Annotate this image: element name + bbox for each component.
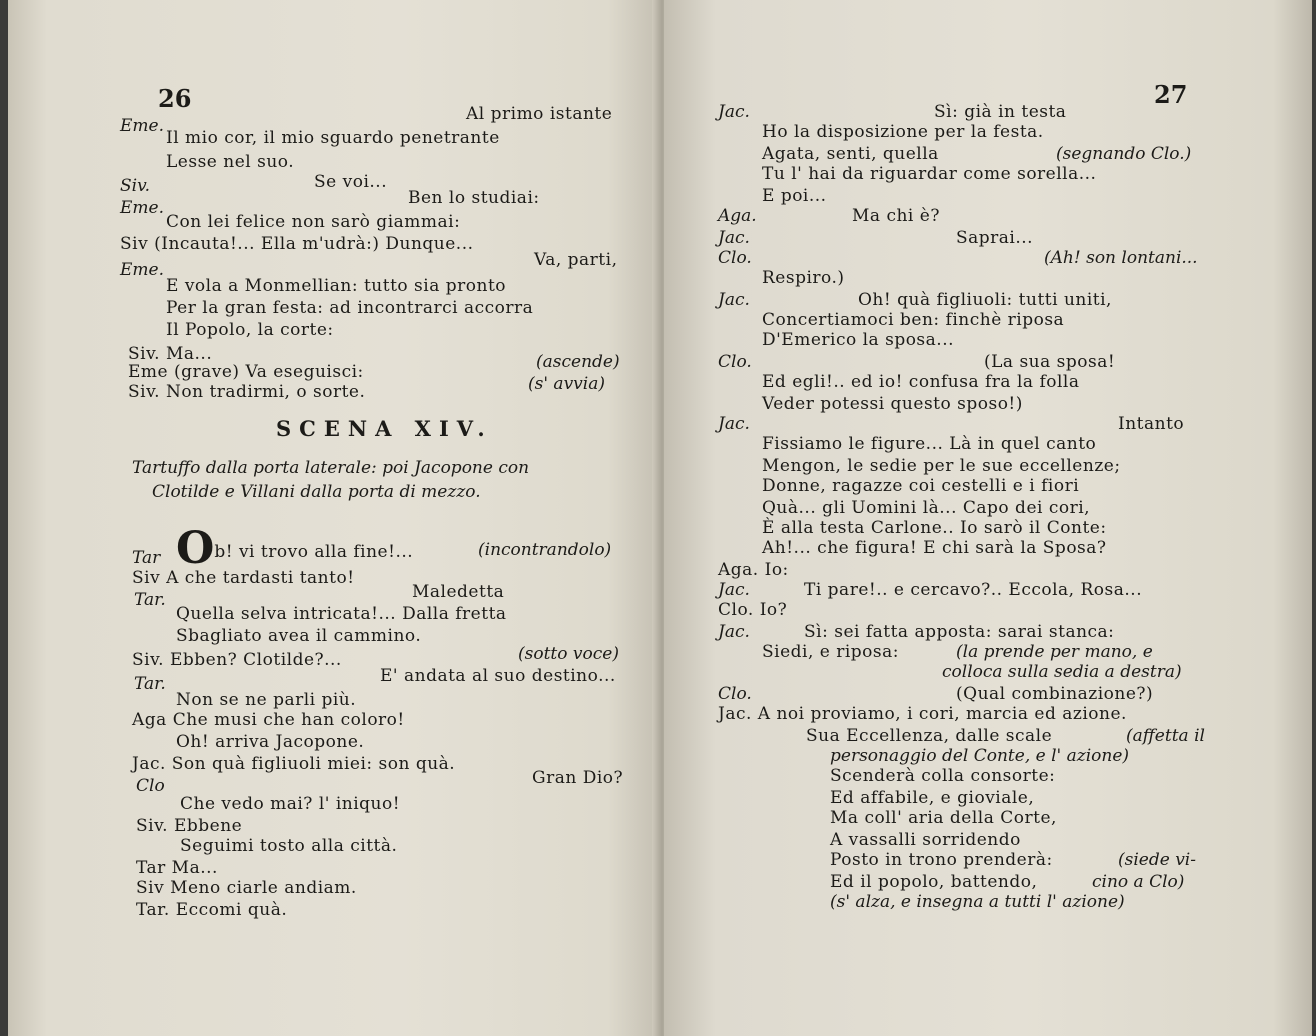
stage-direction: (s' alza, e insegna a tutti l' azione) xyxy=(830,892,1125,912)
text-line: Oh! arriva Jacopone. xyxy=(176,732,365,752)
text-line: Eme (grave) Va eseguisci: xyxy=(128,362,364,382)
scene-title: SCENA XIV. xyxy=(276,416,493,441)
text-line: Siv. Ebben? Clotilde?... xyxy=(132,650,342,670)
right-page xyxy=(664,0,1312,1036)
text-line: Se voi... xyxy=(314,172,388,192)
stage-direction: (s' avvia) xyxy=(528,374,605,394)
speaker-label: Clo. xyxy=(718,352,752,372)
text-line: Oh! quà figliuoli: tutti uniti, xyxy=(858,290,1112,310)
speaker-label: Tar. xyxy=(134,674,166,694)
text-line: Quà... gli Uomini là... Capo dei cori, xyxy=(762,498,1091,518)
page-number: 27 xyxy=(1154,80,1188,109)
text-line: Va, parti, xyxy=(534,250,618,270)
stage-direction: cino a Clo) xyxy=(1092,872,1185,892)
text-line: Ma chi è? xyxy=(852,206,940,226)
text-line: Siv (Incauta!... Ella m'udrà:) Dunque... xyxy=(120,234,474,254)
text-line: Il Popolo, la corte: xyxy=(166,320,334,340)
text-line: Sì: già in testa xyxy=(934,102,1067,122)
text-line: Non se ne parli più. xyxy=(176,690,357,710)
text-line: Clo. Io? xyxy=(718,600,788,620)
text-line: Siv. Ebbene xyxy=(136,816,243,836)
text-line: Tu l' hai da riguardar come sorella... xyxy=(762,164,1097,184)
text-line: E vola a Monmellian: tutto sia pronto xyxy=(166,276,507,296)
text-line: Per la gran festa: ad incontrarci accorra xyxy=(166,298,534,318)
speaker-label: Jac. xyxy=(718,414,750,434)
text-line: Scenderà colla consorte: xyxy=(830,766,1056,786)
speaker-label: Jac. xyxy=(718,290,750,310)
text-line: Ti pare!.. e cercavo?.. Eccola, Rosa... xyxy=(804,580,1143,600)
text-line: Al primo istante xyxy=(466,104,613,124)
stage-direction: (siede vi- xyxy=(1118,850,1196,870)
speaker-label: Eme. xyxy=(120,116,164,136)
text-line: Concertiamoci ben: finchè riposa xyxy=(762,310,1065,330)
text-line: Ed affabile, e gioviale, xyxy=(830,788,1035,808)
speaker-label: Aga. xyxy=(718,206,757,226)
page-number: 26 xyxy=(158,84,192,113)
stage-direction: (sotto voce) xyxy=(518,644,619,664)
text-line: Ah!... che figura! E chi sarà la Sposa? xyxy=(762,538,1107,558)
speaker-label: Jac. xyxy=(718,622,750,642)
stage-direction: (affetta il xyxy=(1126,726,1205,746)
speaker-label: Clo. xyxy=(718,248,752,268)
text-line: Veder potessi questo sposo!) xyxy=(762,394,1023,414)
text-line: Con lei felice non sarò giammai: xyxy=(166,212,461,232)
drop-cap: Ob! vi trovo alla fine!... xyxy=(176,523,414,574)
speaker-label: Jac. xyxy=(718,102,750,122)
text-line: Tar Ma... xyxy=(136,858,218,878)
text-line: D'Emerico la sposa... xyxy=(762,330,955,350)
text-line: Siv. Ma... xyxy=(128,344,213,364)
text-line: Ho la disposizione per la festa. xyxy=(762,122,1044,142)
stage-direction: Tartuffo dalla porta laterale: poi Jacopone con xyxy=(132,458,530,478)
stage-direction: Clotilde e Villani dalla porta di mezzo. xyxy=(152,482,481,502)
speaker-label: Clo. xyxy=(718,684,752,704)
stage-direction: (la prende per mano, e xyxy=(956,642,1153,662)
speaker-label: Eme. xyxy=(120,198,164,218)
speaker-label: Tar xyxy=(132,548,161,568)
text-line: Che vedo mai? l' iniquo! xyxy=(180,794,401,814)
text-line: Mengon, le sedie per le sue eccellenze; xyxy=(762,456,1121,476)
text-line: Maledetta xyxy=(412,582,505,602)
text-line: Sua Eccellenza, dalle scale xyxy=(806,726,1053,746)
text-line: Posto in trono prenderà: xyxy=(830,850,1053,870)
speaker-label: Jac. xyxy=(718,580,750,600)
text-line: Ed egli!.. ed io! confusa fra la folla xyxy=(762,372,1080,392)
stage-direction: colloca sulla sedia a destra) xyxy=(942,662,1182,682)
stage-direction: (ascende) xyxy=(536,352,620,372)
speaker-label: Eme. xyxy=(120,260,164,280)
speaker-label: Jac. xyxy=(718,228,750,248)
text-line: Siv. Non tradirmi, o sorte. xyxy=(128,382,366,402)
text-line: Seguimi tosto alla città. xyxy=(180,836,398,856)
text-line: Jac. Son quà figliuoli miei: son quà. xyxy=(132,754,456,774)
text-line: È alla testa Carlone.. Io sarò il Conte: xyxy=(762,518,1107,538)
text-line: Siedi, e riposa: xyxy=(762,642,900,662)
text-line: Aga. Io: xyxy=(718,560,789,580)
stage-direction: (incontrandolo) xyxy=(478,540,612,560)
text-line: Donne, ragazze coi cestelli e i fiori xyxy=(762,476,1080,496)
text-line: Tar. Eccomi quà. xyxy=(136,900,288,920)
text-line: b! vi trovo alla fine!... xyxy=(214,542,414,562)
text-line: Aga Che musi che han coloro! xyxy=(132,710,405,730)
stage-direction: (segnando Clo.) xyxy=(1056,144,1192,164)
speaker-label: Clo xyxy=(136,776,165,796)
text-line: A vassalli sorridendo xyxy=(830,830,1021,850)
text-line: Respiro.) xyxy=(762,268,845,288)
stage-direction: personaggio del Conte, e l' azione) xyxy=(830,746,1130,766)
left-page xyxy=(8,0,660,1036)
text-line: Gran Dio? xyxy=(532,768,624,788)
text-line: Sbagliato avea il cammino. xyxy=(176,626,422,646)
text-line: Intanto xyxy=(1118,414,1185,434)
text-line: Ed il popolo, battendo, xyxy=(830,872,1038,892)
text-line: Lesse nel suo. xyxy=(166,152,295,172)
text-line: Saprai... xyxy=(956,228,1034,248)
text-line: Siv Meno ciarle andiam. xyxy=(136,878,357,898)
text-line: (La sua sposa! xyxy=(984,352,1116,372)
text-line: Agata, senti, quella xyxy=(762,144,939,164)
text-line: Fissiamo le figure... Là in quel canto xyxy=(762,434,1097,454)
stage-direction: (Ah! son lontani... xyxy=(1044,248,1198,268)
text-line: Ben lo studiai: xyxy=(408,188,540,208)
text-line: Il mio cor, il mio sguardo penetrante xyxy=(166,128,500,148)
text-line: Siv A che tardasti tanto! xyxy=(132,568,355,588)
text-line: (Qual combinazione?) xyxy=(956,684,1154,704)
text-line: E poi... xyxy=(762,186,827,206)
text-line: Quella selva intricata!... Dalla fretta xyxy=(176,604,507,624)
text-line: E' andata al suo destino... xyxy=(380,666,616,686)
speaker-label: Siv. xyxy=(120,176,151,196)
text-line: Sì: sei fatta apposta: sarai stanca: xyxy=(804,622,1115,642)
text-line: Jac. A noi proviamo, i cori, marcia ed azione. xyxy=(718,704,1127,724)
text-line: Ma coll' aria della Corte, xyxy=(830,808,1057,828)
speaker-label: Tar. xyxy=(134,590,166,610)
